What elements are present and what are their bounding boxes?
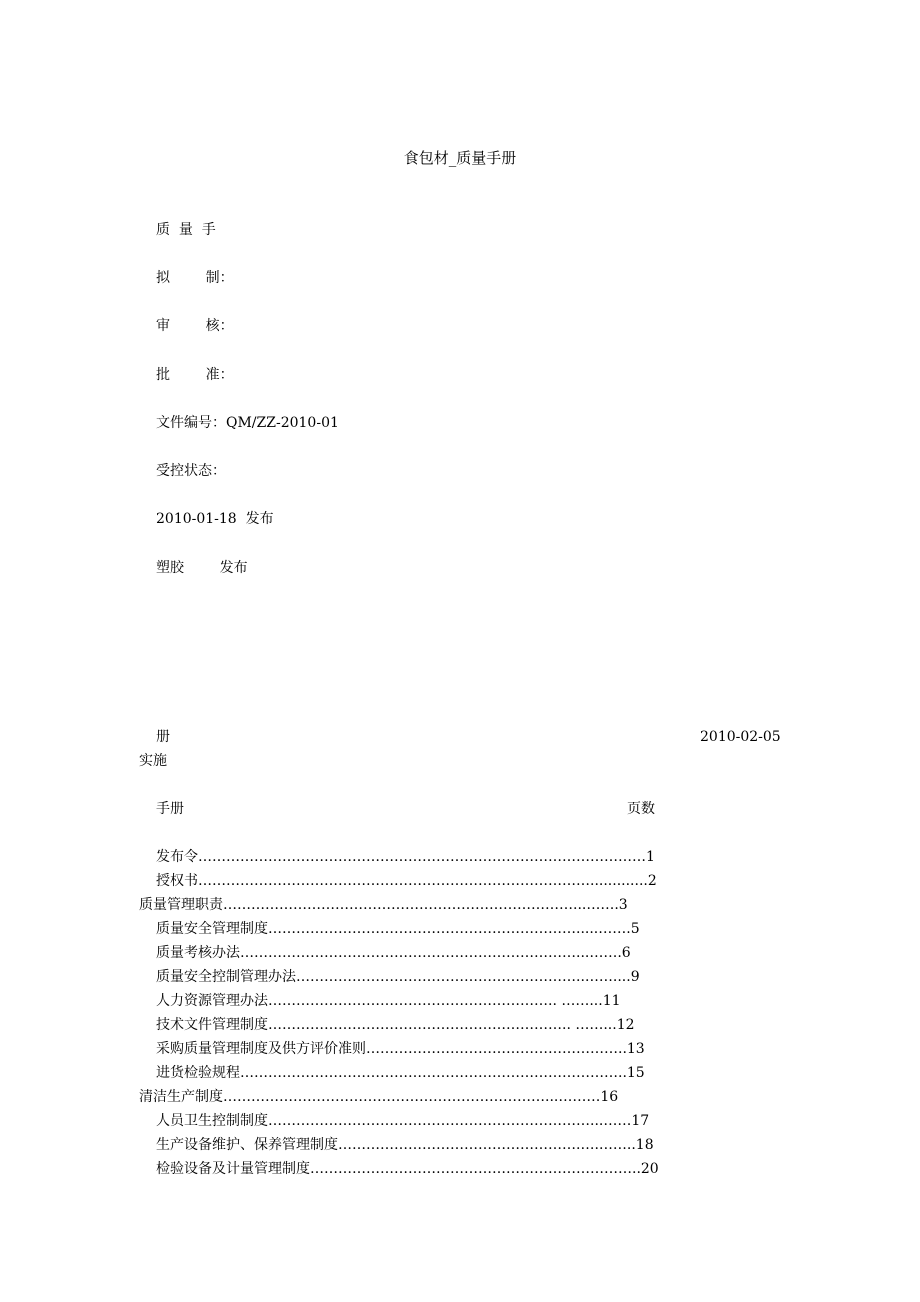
toc-entry: 质量管理职责…………………………………………………………………...…….3 [139, 897, 628, 913]
toc-entry: 授权书………………………………………………………………………….............2 [156, 873, 657, 889]
toc-entry: 人力资源管理办法…………………………………………………….. ……...11 [156, 993, 621, 1009]
document-title: 食包材_质量手册 [403, 149, 517, 167]
approved-field: 批 准： [156, 367, 234, 383]
toc-entry: 清洁生产制度……………………………………………………………...………16 [139, 1089, 619, 1105]
manual-label: 质 量 手 [156, 222, 216, 238]
reviewed-field: 审 核： [156, 318, 234, 334]
toc-entry: 质量安全管理制度………………………………………………………….....…….5 [156, 921, 640, 937]
toc-entry: 质量安全控制管理办法……………………………………………………..……....9 [156, 969, 640, 985]
toc-entry: 技术文件管理制度……………………………………………………….. ……...12 [156, 1017, 635, 1033]
publisher: 塑胶 发布 [156, 560, 248, 576]
toc-header-right: 页数 [627, 801, 655, 817]
manual-tail: 册 [156, 729, 170, 745]
file-number: 文件编号：QM/ZZ-2010-01 [156, 415, 339, 431]
implement-date: 2010-02-05 [700, 729, 781, 745]
implement-label: 实施 [139, 753, 167, 769]
toc-entry: 采购质量管理制度及供方评价准则………………………………………………..13 [156, 1041, 645, 1057]
toc-header-left: 手册 [156, 801, 184, 817]
release-date: 2010-01-18 发布 [156, 511, 274, 527]
toc-entry: 生产设备维护、保养管理制度…………………………………………….….……..18 [156, 1137, 654, 1153]
toc-entry: 人员卫生控制制度……………………………………………………………...……17 [156, 1113, 650, 1129]
toc-entry: 检验设备及计量管理制度……………………………………………………………..20 [156, 1161, 659, 1177]
toc-entry: 进货检验规程………………………………………………………………………..15 [156, 1065, 645, 1081]
drafted-field: 拟 制： [156, 270, 234, 286]
toc-entry: 质量考核办法………………………………………………………………...…….6 [156, 945, 631, 961]
controlled-status: 受控状态： [156, 463, 226, 479]
toc-entry: 发布令……………………………………………………………………………………1 [156, 849, 655, 865]
